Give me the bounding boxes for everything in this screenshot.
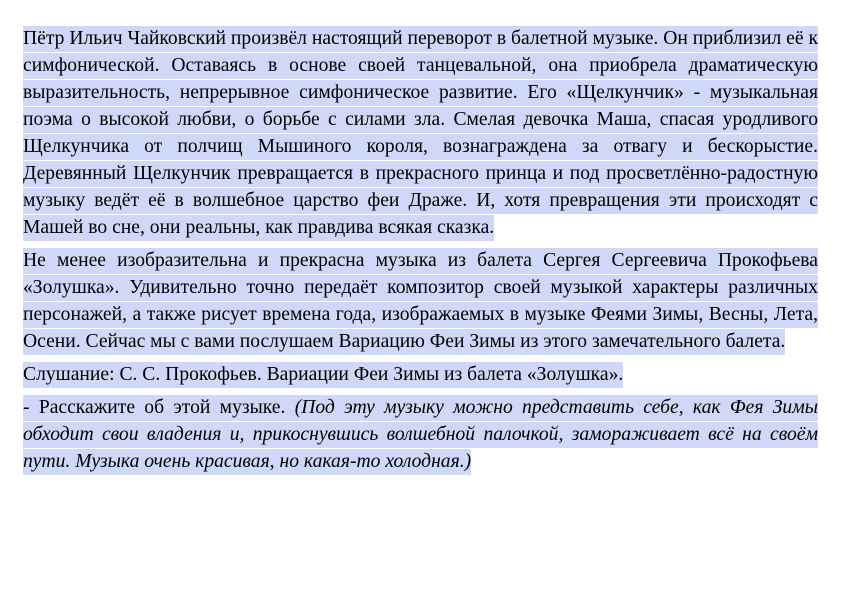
paragraph-question <box>23 394 818 475</box>
paragraph-text: Пётр Ильич Чайковский произвёл настоящий переворот в балетной музыке. Он приблизил её к симфонической. Оставаясь в основе своей танцевальной, она приобрела драматическую выразительность, непрерывное симфоническое развитие. Его «Щелкунчик» - музыкальная поэма о высокой любви, о борьбе с силами зла. Смелая девочка Маша, спасая уродливого Щелкунчика от полчищ Мышиного короля, вознаграждена за отвагу и бескорыстие. Деревянный Щелкунчик превращается в прекрасного принца и под просветлённо-радостную музыку ведёт её в волшебное царство феи Драже. И, хотя превращения эти происходят с Машей во сне, они реальны, как правдива всякая сказка. <box>23 26 818 241</box>
paragraph-text: Не менее изобразительна и прекрасна музыка из балета Сергея Сергеевича Прокофьева «Золушка». Удивительно точно передаёт композитор своей музыкой характеры различных персонажей, а также рисует времена года, изображаемых в музыке Феями Зимы, Весны, Лета, Осени. Сейчас мы с вами послушаем Вариацию Феи Зимы из этого замечательного балета. <box>23 248 818 355</box>
paragraph-tchaikovsky <box>23 25 818 241</box>
paragraph-text: Слушание: С. С. Прокофьев. Вариации Феи Зимы из балета «Золушка». <box>23 362 623 388</box>
answer-text: (Под эту музыку можно представить себе, как Фея Зимы обходит свои владения и, прикоснувшись волшебной палочкой, замораживает всё на своём пути. Музыка очень красивая, но какая-то холодная.) <box>23 395 818 475</box>
question-text: - Расскажите об этой музыке. <box>23 395 295 421</box>
document-body <box>23 25 818 481</box>
paragraph-listening <box>23 361 818 388</box>
paragraph-prokofiev <box>23 247 818 355</box>
